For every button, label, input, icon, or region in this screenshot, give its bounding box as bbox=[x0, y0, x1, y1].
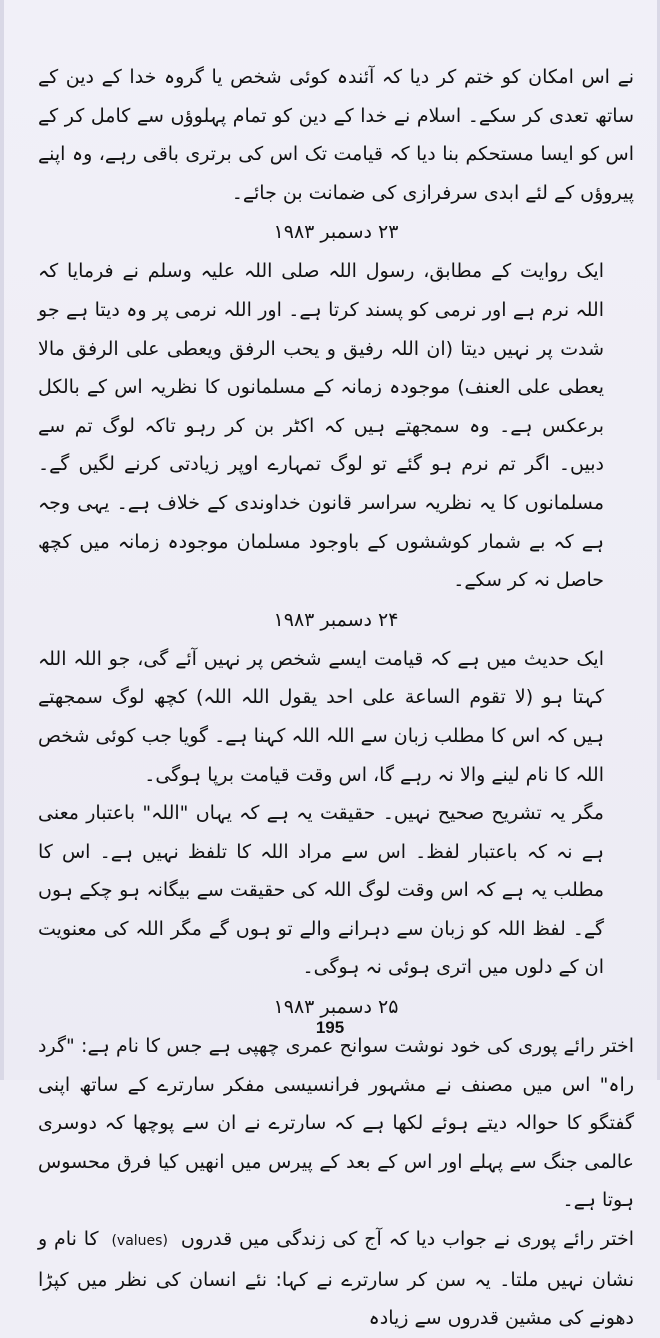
paragraph bbox=[38, 1220, 634, 1338]
date-heading: ۲۵ دسمبر ۱۹۸۳ bbox=[273, 996, 399, 1019]
page-edge-left bbox=[0, 0, 4, 1080]
paragraph: اختر رائے پوری کی خود نوشت سوانح عمری چھپی ہے جس کا نام ہے: "گرد راہ" اس میں مصنف نے مشہور فرانسیسی مفکر سارترے کے ساتھ اپنی گفتگو کا حوالہ دیتے ہوئے لکھا ہے کہ سارترے نے ان سے پوچھا کہ دوسری عالمی جنگ سے پہلے اور اس کے بعد کے پیرس میں انھیں کیا فرق محسوس ہوتا ہے۔ bbox=[38, 1035, 634, 1212]
page-body bbox=[38, 58, 634, 1338]
paragraph: ایک حدیث میں ہے کہ قیامت ایسے شخص پر نہیں آئے گی، جو اللہ اللہ کہتا ہو (لا تقوم الساعة علی احد یقول اللہ اللہ) کچھ لوگ سمجھتے ہیں کہ اس کا مطلب زبان سے اللہ اللہ کہنا ہے۔ گویا جب کوئی شخص اللہ کا نام لینے والا نہ رہے گا، اس وقت قیامت برپا ہوگی۔ bbox=[38, 647, 604, 786]
paragraph: مگر یہ تشریح صحیح نہیں۔ حقیقت یہ ہے کہ یہاں "اللہ" باعتبار معنی ہے نہ کہ باعتبار لفظ۔ اس سے مراد اللہ کا تلفظ نہیں ہے۔ اس کا مطلب یہ ہے کہ اس وقت لوگ اللہ کی حقیقت سے بیگانہ ہو چکے ہوں گے۔ لفظ اللہ کو زبان سے دہرانے والے تو ہوں گے مگر اللہ کی معنویت ان کے دلوں میں اتری ہوئی نہ ہوگی۔ bbox=[38, 802, 604, 979]
paragraph-text: اختر رائے پوری نے جواب دیا کہ آج کی زندگی میں قدروں bbox=[180, 1228, 634, 1251]
page-number: 195 bbox=[315, 1018, 345, 1037]
paragraph: نے اس امکان کو ختم کر دیا کہ آئندہ کوئی شخص یا گروہ خدا کے دین کے ساتھ تعدی کر سکے۔ اسلام نے خدا کے دین کو تمام پہلوؤں سے کامل کر کے اس کو ایسا مستحکم بنا دیا کہ قیامت تک اس کی برتری باقی رہے، وہ اپنے پیروؤں کے لئے ابدی سرفرازی کی ضمانت بن جائے۔ bbox=[38, 66, 634, 204]
date-heading: ۲۳ دسمبر ۱۹۸۳ bbox=[273, 221, 399, 244]
date-heading: ۲۴ دسمبر ۱۹۸۳ bbox=[273, 608, 399, 631]
paragraph-text: کا نام و نشان نہیں ملتا۔ یہ سن کر سارترے نے کہا: نئے انسان کی نظر میں کپڑا دھونے کی مشین قدروں سے زیادہ bbox=[38, 1228, 634, 1330]
paragraph: ایک روایت کے مطابق، رسول اللہ صلی اللہ علیہ وسلم نے فرمایا کہ اللہ نرم ہے اور نرمی کو پسند کرتا ہے۔ اور اللہ نرمی پر وہ دیتا ہے جو شدت پر نہیں دیتا (ان اللہ رفیق و یحب الرفق ویعطی علی الرفق مالا یعطی علی العنف) موجودہ زمانہ کے مسلمانوں کا نظریہ اس کے بالکل برعکس ہے۔ وہ سمجھتے ہیں کہ اکٹر بن کر رہو تاکہ لوگ تم سے دبیں۔ اگر تم نرم ہو گئے تو لوگ تمہارے اوپر زیادتی کرنے لگیں گے۔ مسلمانوں کا یہ نظریہ سراسر قانون خداوندی کے خلاف ہے۔ یہی وجہ ہے کہ بے شمار کوششوں کے باوجود مسلمان موجودہ زمانہ میں کچھ حاصل نہ کر سکے۔ bbox=[38, 260, 604, 592]
latin-term: (values) bbox=[111, 1233, 168, 1250]
